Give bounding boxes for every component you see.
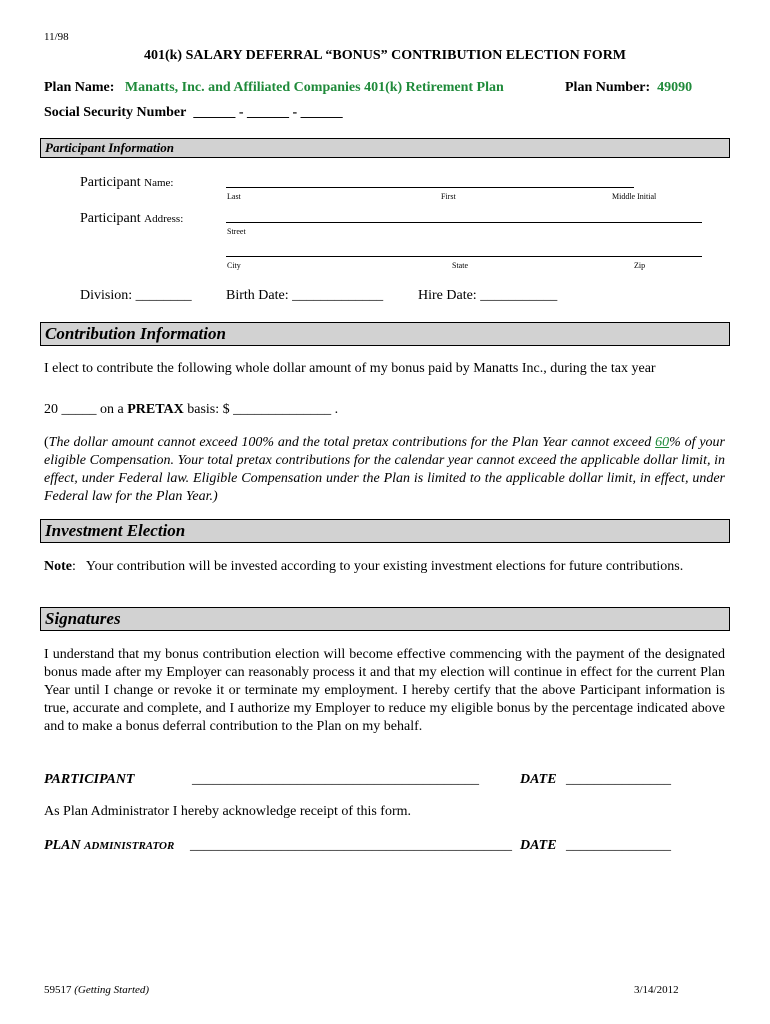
city-caption: City bbox=[227, 261, 241, 270]
birth-date-field[interactable]: _____________ bbox=[292, 288, 384, 303]
ssn-row[interactable] bbox=[44, 105, 343, 121]
first-caption: First bbox=[441, 192, 456, 201]
participant-header-text: Participant Information bbox=[45, 140, 174, 155]
admin-label-a: PLAN bbox=[44, 838, 81, 853]
middle-initial-caption: Middle Initial bbox=[612, 192, 657, 201]
note-part-1: The dollar amount cannot exceed 100% and the total pretax contributions for the Plan Year cannot exceed bbox=[48, 435, 652, 450]
birth-date-label: Birth Date: bbox=[226, 288, 289, 303]
admin-date-label: DATE bbox=[520, 838, 557, 853]
contribution-intro: I elect to contribute the following whole dollar amount of my bonus paid by Manatts Inc., during the tax year bbox=[44, 361, 656, 376]
pretax-text: PRETAX bbox=[127, 402, 184, 417]
plan-number-label: Plan Number: bbox=[565, 80, 651, 95]
name-label-b: Name: bbox=[144, 177, 174, 189]
participant-name-label bbox=[80, 175, 173, 191]
participant-address-label bbox=[80, 211, 183, 227]
ssn-field[interactable]: ______ - ______ - ______ bbox=[193, 105, 343, 120]
form-title: 401(k) SALARY DEFERRAL “BONUS” CONTRIBUTION ELECTION FORM bbox=[143, 48, 627, 63]
plan-name-label: Plan Name: bbox=[44, 80, 115, 95]
note-open-paren: ( bbox=[44, 435, 49, 450]
period-text: . bbox=[334, 402, 339, 417]
plan-name-row bbox=[44, 80, 504, 96]
admin-signature-field[interactable]: ______________________________________________ bbox=[190, 838, 512, 853]
note-text: Your contribution will be invested according to your existing investment elections for future contributions. bbox=[85, 559, 684, 574]
amount-field[interactable]: ______________ bbox=[233, 402, 332, 417]
basis-text: basis: $ bbox=[187, 402, 230, 417]
plan-number-row bbox=[565, 80, 692, 96]
street-caption: Street bbox=[227, 227, 246, 236]
participant-section-header bbox=[40, 138, 730, 158]
signatures-statement: I understand that my bonus contribution election will become effective commencing with the payment of the designated bonus made after my Employer can reasonably process it and that my election will continue in effect for the current Plan Year until I change or revoke it or terminate my employment. I hereby certify that the above Participant information is true, accurate and complete, and I authorize my Employer to reduce my eligible bonus by the percentage indicated above and to make a bonus deferral contribution to the Plan on my behalf. bbox=[44, 647, 725, 734]
name-label-a: Participant bbox=[80, 175, 141, 190]
contribution-note bbox=[44, 434, 725, 506]
participant-name-field[interactable] bbox=[226, 187, 634, 188]
state-caption: State bbox=[452, 261, 468, 270]
admin-acknowledgement: As Plan Administrator I hereby acknowledge receipt of this form. bbox=[44, 804, 412, 819]
hire-date-row[interactable] bbox=[418, 288, 557, 304]
participant-signature-field[interactable]: _________________________________________ bbox=[192, 772, 479, 787]
participant-date-label: DATE bbox=[520, 772, 557, 787]
footer-date: 3/14/2012 bbox=[634, 984, 679, 996]
note-part-2: % of your eligible Compensation. Your total pretax contributions for the calendar year cannot exceed the applicable dollar limit, in effect, under Federal law. Eligible Compensation under the Plan is limited to the applicable dollar limit, in effect, under Federal law for the Plan Year.) bbox=[44, 435, 726, 504]
signatures-section-header bbox=[40, 607, 730, 631]
year-prefix: 20 bbox=[44, 402, 58, 417]
birth-date-row[interactable] bbox=[226, 288, 383, 304]
plan-name-value: Manatts, Inc. and Affiliated Companies 401(k) Retirement Plan bbox=[124, 80, 504, 95]
contribution-header-text: Contribution Information bbox=[45, 324, 226, 343]
admin-signature-label bbox=[44, 838, 174, 854]
zip-caption: Zip bbox=[634, 261, 646, 270]
hire-date-label: Hire Date: bbox=[418, 288, 477, 303]
investment-note bbox=[44, 558, 725, 576]
contribution-section-header bbox=[40, 322, 730, 346]
division-row[interactable] bbox=[80, 288, 192, 304]
city-state-zip-field[interactable] bbox=[226, 256, 702, 257]
signatures-header-text: Signatures bbox=[45, 609, 121, 628]
investment-section-header bbox=[40, 519, 730, 543]
pretax-row[interactable] bbox=[44, 402, 338, 418]
division-field[interactable]: ________ bbox=[135, 288, 192, 303]
on-a-text: on a bbox=[100, 402, 124, 417]
note-percent: 60 bbox=[655, 435, 670, 450]
admin-label-b: ADMINISTRATOR bbox=[84, 840, 175, 852]
participant-signature-label: PARTICIPANT bbox=[44, 772, 135, 787]
tax-year-field[interactable]: _____ bbox=[61, 402, 97, 417]
investment-header-text: Investment Election bbox=[45, 521, 186, 540]
hire-date-field[interactable]: ___________ bbox=[480, 288, 558, 303]
note-colon: : bbox=[72, 559, 76, 574]
ssn-label: Social Security Number bbox=[44, 105, 187, 120]
participant-date-field[interactable]: _______________ bbox=[566, 772, 671, 787]
address-label-b: Address: bbox=[144, 213, 184, 225]
form-date-code: 11/98 bbox=[44, 31, 69, 43]
footer-note: (Getting Started) bbox=[74, 984, 150, 996]
footer-code: 59517 bbox=[44, 984, 72, 996]
last-caption: Last bbox=[227, 192, 241, 201]
admin-date-field[interactable]: _______________ bbox=[566, 838, 671, 853]
division-label: Division: bbox=[80, 288, 133, 303]
footer-left bbox=[44, 984, 149, 996]
address-label-a: Participant bbox=[80, 211, 141, 226]
street-field[interactable] bbox=[226, 222, 702, 223]
plan-number-value: 49090 bbox=[657, 80, 693, 95]
note-label: Note bbox=[44, 559, 72, 574]
